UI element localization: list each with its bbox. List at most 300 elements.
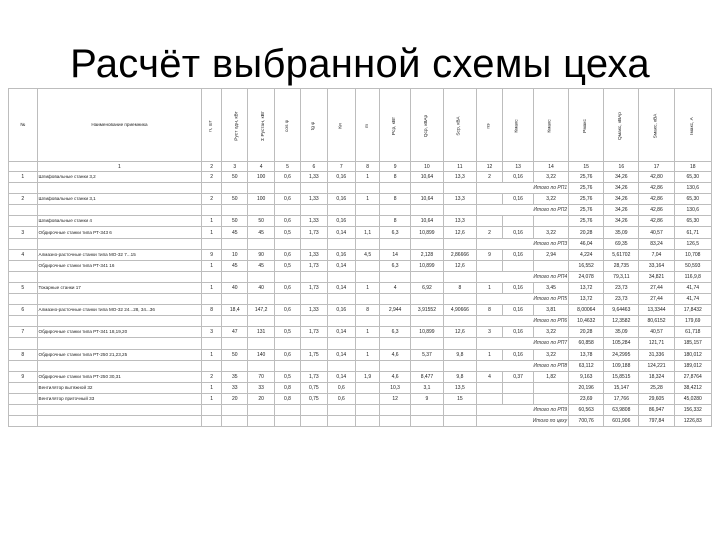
equipment-name: Алмазно-расточные станки типа МО-32 24...28, 34...36 <box>37 305 202 316</box>
empty-cell <box>222 338 248 349</box>
table-cell: 1,73 <box>301 371 327 382</box>
subtotal-value: 130,6 <box>674 183 711 194</box>
table-cell: 0,16 <box>503 305 534 316</box>
table-cell: 4,6 <box>380 349 411 360</box>
row-number <box>9 404 38 415</box>
equipment-name: Обдирочные станки типа РТ-250 21,23,25 <box>37 349 202 360</box>
table-cell: 0,16 <box>503 194 534 205</box>
table-cell: 131 <box>248 327 274 338</box>
empty-cell <box>327 183 356 194</box>
empty-cell <box>443 360 476 371</box>
table-cell: 0,14 <box>327 327 356 338</box>
empty-cell <box>248 238 274 249</box>
row-number <box>9 216 38 227</box>
subtotal-value: 109,188 <box>604 360 639 371</box>
empty-cell <box>356 360 380 371</box>
table-cell: 1 <box>356 282 380 293</box>
equipment-name <box>37 205 202 216</box>
empty-cell <box>248 183 274 194</box>
table-cell: 42,86 <box>639 216 674 227</box>
table-cell: 9 <box>410 393 443 404</box>
empty-cell <box>356 271 380 282</box>
subtotal-label: Итого по РП8 <box>476 360 568 371</box>
empty-cell <box>410 316 443 327</box>
row-number: 4 <box>9 249 38 260</box>
empty-cell <box>248 338 274 349</box>
table-cell: 180,012 <box>674 349 711 360</box>
column-number: 14 <box>533 162 568 172</box>
table-row <box>9 305 712 316</box>
table-cell: 0,16 <box>327 216 356 227</box>
subtotal-value: 60,858 <box>569 338 604 349</box>
table-cell: 1 <box>356 194 380 205</box>
table-cell: 41,74 <box>674 282 711 293</box>
table-cell: 1,82 <box>533 371 568 382</box>
equipment-name: Обдирочные станки типа РТ-341 18,19,20 <box>37 327 202 338</box>
table-cell: 8,00064 <box>569 305 604 316</box>
table-cell: 1,33 <box>301 172 327 183</box>
header-c10: Qср, кВАр <box>410 89 443 162</box>
table-cell: 20,28 <box>569 227 604 238</box>
table-row <box>9 349 712 360</box>
subtotal-value: 189,012 <box>674 360 711 371</box>
table-cell: 0,14 <box>327 371 356 382</box>
subtotal-label: Итого по РП9 <box>476 404 568 415</box>
subtotal-row <box>9 183 712 194</box>
table-cell: 3,22 <box>533 349 568 360</box>
table-cell: 34,26 <box>604 216 639 227</box>
row-number <box>9 183 38 194</box>
subtotal-label: Итого по РП2 <box>476 205 568 216</box>
table-cell: 3,91552 <box>410 305 443 316</box>
row-number <box>9 416 38 427</box>
column-number: 12 <box>476 162 502 172</box>
table-row <box>9 382 712 393</box>
row-number: 7 <box>9 327 38 338</box>
subtotal-value: 60,563 <box>569 404 604 415</box>
subtotal-row <box>9 238 712 249</box>
table-cell: 8 <box>356 305 380 316</box>
empty-cell <box>248 416 274 427</box>
row-number <box>9 205 38 216</box>
table-cell: 147,2 <box>248 305 274 316</box>
empty-cell <box>274 205 300 216</box>
table-cell: 34,26 <box>604 172 639 183</box>
table-row <box>9 327 712 338</box>
empty-cell <box>327 416 356 427</box>
empty-cell <box>410 360 443 371</box>
table-cell: 0,14 <box>327 282 356 293</box>
table-cell: 4,90666 <box>443 305 476 316</box>
table-cell <box>476 194 502 205</box>
empty-cell <box>301 238 327 249</box>
table-cell: 1 <box>202 393 222 404</box>
table-cell: 35 <box>222 371 248 382</box>
header-c5: cos φ <box>274 89 300 162</box>
empty-cell <box>248 360 274 371</box>
table-cell <box>503 393 534 404</box>
table-cell: 25,28 <box>639 382 674 393</box>
empty-cell <box>248 205 274 216</box>
table-cell: 1,73 <box>301 327 327 338</box>
equipment-name: Алмазно-расточные станки типа МО-32 7...15 <box>37 249 202 260</box>
empty-cell <box>202 183 222 194</box>
empty-cell <box>443 183 476 194</box>
empty-cell <box>202 205 222 216</box>
subtotal-value: 126,5 <box>674 238 711 249</box>
row-number <box>9 316 38 327</box>
empty-cell <box>327 271 356 282</box>
table-cell: 23,73 <box>604 282 639 293</box>
table-cell <box>533 382 568 393</box>
subtotal-value: 63,9808 <box>604 404 639 415</box>
table-cell: 0,75 <box>301 393 327 404</box>
header-c12: nэ <box>476 89 502 162</box>
column-number-empty <box>9 162 38 172</box>
table-cell: 10,3 <box>380 382 411 393</box>
table-cell: 33 <box>248 382 274 393</box>
header-c6: tg φ <box>301 89 327 162</box>
table-row <box>9 216 712 227</box>
empty-cell <box>301 294 327 305</box>
subtotal-value: 130,6 <box>674 205 711 216</box>
header-c15: Рмакс <box>569 89 604 162</box>
empty-cell <box>222 404 248 415</box>
table-cell: 12,6 <box>443 327 476 338</box>
column-number: 2 <box>202 162 222 172</box>
table-row <box>9 172 712 183</box>
column-number: 10 <box>410 162 443 172</box>
table-cell: 0,16 <box>503 249 534 260</box>
table-cell: 1 <box>202 382 222 393</box>
empty-cell <box>410 205 443 216</box>
table-cell: 12 <box>380 393 411 404</box>
empty-cell <box>380 338 411 349</box>
table-cell: 50 <box>222 194 248 205</box>
subtotal-label: Итого по РП4 <box>476 271 568 282</box>
table-cell: 15,8515 <box>604 371 639 382</box>
subtotal-value: 12,3582 <box>604 316 639 327</box>
row-number <box>9 393 38 404</box>
subtotal-value: 179,69 <box>674 316 711 327</box>
empty-cell <box>410 271 443 282</box>
table-cell: 29,605 <box>639 393 674 404</box>
subtotal-row <box>9 416 712 427</box>
slide-title: Расчёт выбранной схемы цеха <box>70 42 650 86</box>
empty-cell <box>356 238 380 249</box>
table-cell: 33,164 <box>639 260 674 271</box>
empty-cell <box>443 338 476 349</box>
empty-cell <box>202 416 222 427</box>
empty-cell <box>301 271 327 282</box>
table-cell: 28,735 <box>604 260 639 271</box>
table-cell: 47 <box>222 327 248 338</box>
subtotal-value: 80,6152 <box>639 316 674 327</box>
empty-cell <box>380 404 411 415</box>
empty-cell <box>222 416 248 427</box>
calculation-table <box>8 88 712 427</box>
table-cell: 0,16 <box>327 305 356 316</box>
table-cell: 33 <box>222 382 248 393</box>
table-cell: 0,6 <box>274 194 300 205</box>
subtotal-row <box>9 294 712 305</box>
column-number: 4 <box>248 162 274 172</box>
table-cell: 8 <box>202 305 222 316</box>
table-cell: 3,22 <box>533 172 568 183</box>
table-cell: 25,76 <box>569 194 604 205</box>
table-cell: 1 <box>202 282 222 293</box>
table-cell: 3,22 <box>533 227 568 238</box>
subtotal-value: 25,76 <box>569 205 604 216</box>
table-cell: 0,8 <box>274 393 300 404</box>
empty-cell <box>301 416 327 427</box>
table-cell: 4,6 <box>380 371 411 382</box>
table-cell: 1 <box>202 349 222 360</box>
empty-cell <box>327 404 356 415</box>
table-cell: 50,593 <box>674 260 711 271</box>
table-cell: 3 <box>476 327 502 338</box>
table-cell: 0,16 <box>327 249 356 260</box>
table-header-row <box>9 89 712 162</box>
empty-cell <box>202 238 222 249</box>
table-cell: 16,552 <box>569 260 604 271</box>
equipment-name <box>37 238 202 249</box>
table-cell: 9 <box>476 249 502 260</box>
row-number <box>9 271 38 282</box>
empty-cell <box>301 183 327 194</box>
equipment-name: Шлифовальные станки 4 <box>37 216 202 227</box>
table-cell: 8 <box>443 282 476 293</box>
table-cell: 0,16 <box>503 327 534 338</box>
table-cell: 0,6 <box>274 216 300 227</box>
subtotal-value: 34,26 <box>604 205 639 216</box>
table-cell: 15 <box>443 393 476 404</box>
table-cell: 1 <box>356 172 380 183</box>
table-cell: 100 <box>248 194 274 205</box>
subtotal-value: 42,86 <box>639 205 674 216</box>
table-cell: 2,86666 <box>443 249 476 260</box>
empty-cell <box>222 238 248 249</box>
table-cell: 13,72 <box>569 282 604 293</box>
equipment-name: Шлифовальные станки 3,1 <box>37 194 202 205</box>
empty-cell <box>222 183 248 194</box>
equipment-name: Шлифовальные станки 3,2 <box>37 172 202 183</box>
table-cell: 1,73 <box>301 260 327 271</box>
subtotal-value: 83,24 <box>639 238 674 249</box>
table-cell <box>476 393 502 404</box>
column-number: 17 <box>639 162 674 172</box>
table-cell: 0,5 <box>274 327 300 338</box>
table-cell: 2 <box>202 371 222 382</box>
header-name: Наименование приемника <box>37 89 202 162</box>
table-cell: 13,5 <box>443 382 476 393</box>
empty-cell <box>327 294 356 305</box>
table-cell: 42,80 <box>639 172 674 183</box>
table-cell: 0,6 <box>274 282 300 293</box>
subtotal-value: 34,821 <box>639 271 674 282</box>
empty-cell <box>301 316 327 327</box>
table-cell: 6,92 <box>410 282 443 293</box>
subtotal-value: 79,3,11 <box>604 271 639 282</box>
table-row <box>9 371 712 382</box>
table-cell: 0,37 <box>503 371 534 382</box>
column-number: 18 <box>674 162 711 172</box>
table-cell <box>356 216 380 227</box>
subtotal-value: 601,906 <box>604 416 639 427</box>
table-cell: 65,30 <box>674 216 711 227</box>
empty-cell <box>248 294 274 305</box>
empty-cell <box>222 271 248 282</box>
empty-cell <box>443 404 476 415</box>
subtotal-value: 86,947 <box>639 404 674 415</box>
table-cell: 45 <box>248 260 274 271</box>
table-cell: 10 <box>222 249 248 260</box>
empty-cell <box>380 238 411 249</box>
table-cell: 35,09 <box>604 327 639 338</box>
table-cell: 38,4212 <box>674 382 711 393</box>
header-c13: Кмакс <box>503 89 534 162</box>
table-cell: 9,64463 <box>604 305 639 316</box>
header-c3: Руст одн, кВт <box>222 89 248 162</box>
header-no: № <box>9 89 38 162</box>
column-number: 11 <box>443 162 476 172</box>
empty-cell <box>301 360 327 371</box>
table-cell: 50 <box>222 216 248 227</box>
row-number <box>9 382 38 393</box>
table-cell: 50 <box>222 349 248 360</box>
table-cell: 61,718 <box>674 327 711 338</box>
table-cell: 10,899 <box>410 227 443 238</box>
subtotal-label: Итого по РП7 <box>476 338 568 349</box>
table-cell: 1,9 <box>356 371 380 382</box>
empty-cell <box>202 404 222 415</box>
empty-cell <box>356 294 380 305</box>
empty-cell <box>327 205 356 216</box>
subtotal-value: 700,76 <box>569 416 604 427</box>
table-cell: 9,8 <box>443 349 476 360</box>
table-cell: 20,196 <box>569 382 604 393</box>
empty-cell <box>202 316 222 327</box>
calculation-table-container <box>8 88 712 427</box>
table-cell: 2,128 <box>410 249 443 260</box>
row-number: 8 <box>9 349 38 360</box>
table-cell: 100 <box>248 172 274 183</box>
table-cell: 1,33 <box>301 194 327 205</box>
subtotal-value: 116,9,8 <box>674 271 711 282</box>
table-cell: 0,6 <box>327 382 356 393</box>
table-cell: 1 <box>202 260 222 271</box>
table-cell: 0,8 <box>274 382 300 393</box>
empty-cell <box>202 360 222 371</box>
subtotal-value: 25,76 <box>569 183 604 194</box>
table-cell: 18,4 <box>222 305 248 316</box>
table-cell: 42,86 <box>639 194 674 205</box>
column-number-row <box>9 162 712 172</box>
table-cell: 70 <box>248 371 274 382</box>
table-cell: 1,73 <box>301 282 327 293</box>
empty-cell <box>410 338 443 349</box>
table-cell: 0,75 <box>301 382 327 393</box>
table-cell: 0,5 <box>274 227 300 238</box>
table-cell: 23,69 <box>569 393 604 404</box>
empty-cell <box>410 294 443 305</box>
table-cell: 0,14 <box>327 227 356 238</box>
table-cell: 40 <box>222 282 248 293</box>
equipment-name <box>37 416 202 427</box>
table-cell: 13,3344 <box>639 305 674 316</box>
header-c7: Ки <box>327 89 356 162</box>
table-cell: 4 <box>380 282 411 293</box>
empty-cell <box>443 294 476 305</box>
table-cell: 0,5 <box>274 371 300 382</box>
table-cell: 12,6 <box>443 260 476 271</box>
row-number: 6 <box>9 305 38 316</box>
subtotal-row <box>9 360 712 371</box>
empty-cell <box>327 360 356 371</box>
table-cell <box>503 382 534 393</box>
subtotal-value: 13,72 <box>569 294 604 305</box>
empty-cell <box>301 404 327 415</box>
equipment-name: Вентилятор приточный 33 <box>37 393 202 404</box>
subtotal-row <box>9 205 712 216</box>
empty-cell <box>380 294 411 305</box>
table-cell: 2 <box>202 172 222 183</box>
subtotal-value: 63,112 <box>569 360 604 371</box>
column-number: 9 <box>380 162 411 172</box>
empty-cell <box>380 360 411 371</box>
table-cell: 0,16 <box>327 194 356 205</box>
table-cell: 13,78 <box>569 349 604 360</box>
subtotal-value: 41,74 <box>674 294 711 305</box>
table-cell: 1 <box>202 227 222 238</box>
column-number: 16 <box>604 162 639 172</box>
table-cell: 5,61702 <box>604 249 639 260</box>
table-cell: 65,30 <box>674 194 711 205</box>
subtotal-value: 23,73 <box>604 294 639 305</box>
table-cell: 10,899 <box>410 260 443 271</box>
table-cell: 45,0280 <box>674 393 711 404</box>
table-cell: 1,33 <box>301 216 327 227</box>
table-row <box>9 249 712 260</box>
table-cell: 4,224 <box>569 249 604 260</box>
table-cell: 20 <box>248 393 274 404</box>
subtotal-value: 124,221 <box>639 360 674 371</box>
table-cell: 13,3 <box>443 172 476 183</box>
empty-cell <box>301 338 327 349</box>
table-cell: 0,14 <box>327 349 356 360</box>
empty-cell <box>274 404 300 415</box>
table-cell: 3 <box>202 327 222 338</box>
table-cell: 13,3 <box>443 216 476 227</box>
row-number: 1 <box>9 172 38 183</box>
subtotal-value: 24,078 <box>569 271 604 282</box>
empty-cell <box>443 205 476 216</box>
table-cell: 0,16 <box>503 172 534 183</box>
table-cell: 0,6 <box>327 393 356 404</box>
empty-cell <box>222 316 248 327</box>
empty-cell <box>410 238 443 249</box>
table-cell: 0,16 <box>503 349 534 360</box>
empty-cell <box>380 183 411 194</box>
table-cell: 17,8432 <box>674 305 711 316</box>
table-cell: 10,708 <box>674 249 711 260</box>
empty-cell <box>222 294 248 305</box>
table-cell: 2 <box>202 194 222 205</box>
subtotal-value: 797,84 <box>639 416 674 427</box>
subtotal-label: Итого по цеху <box>476 416 568 427</box>
equipment-name: Вентилятор вытяжной 32 <box>37 382 202 393</box>
row-number: 3 <box>9 227 38 238</box>
